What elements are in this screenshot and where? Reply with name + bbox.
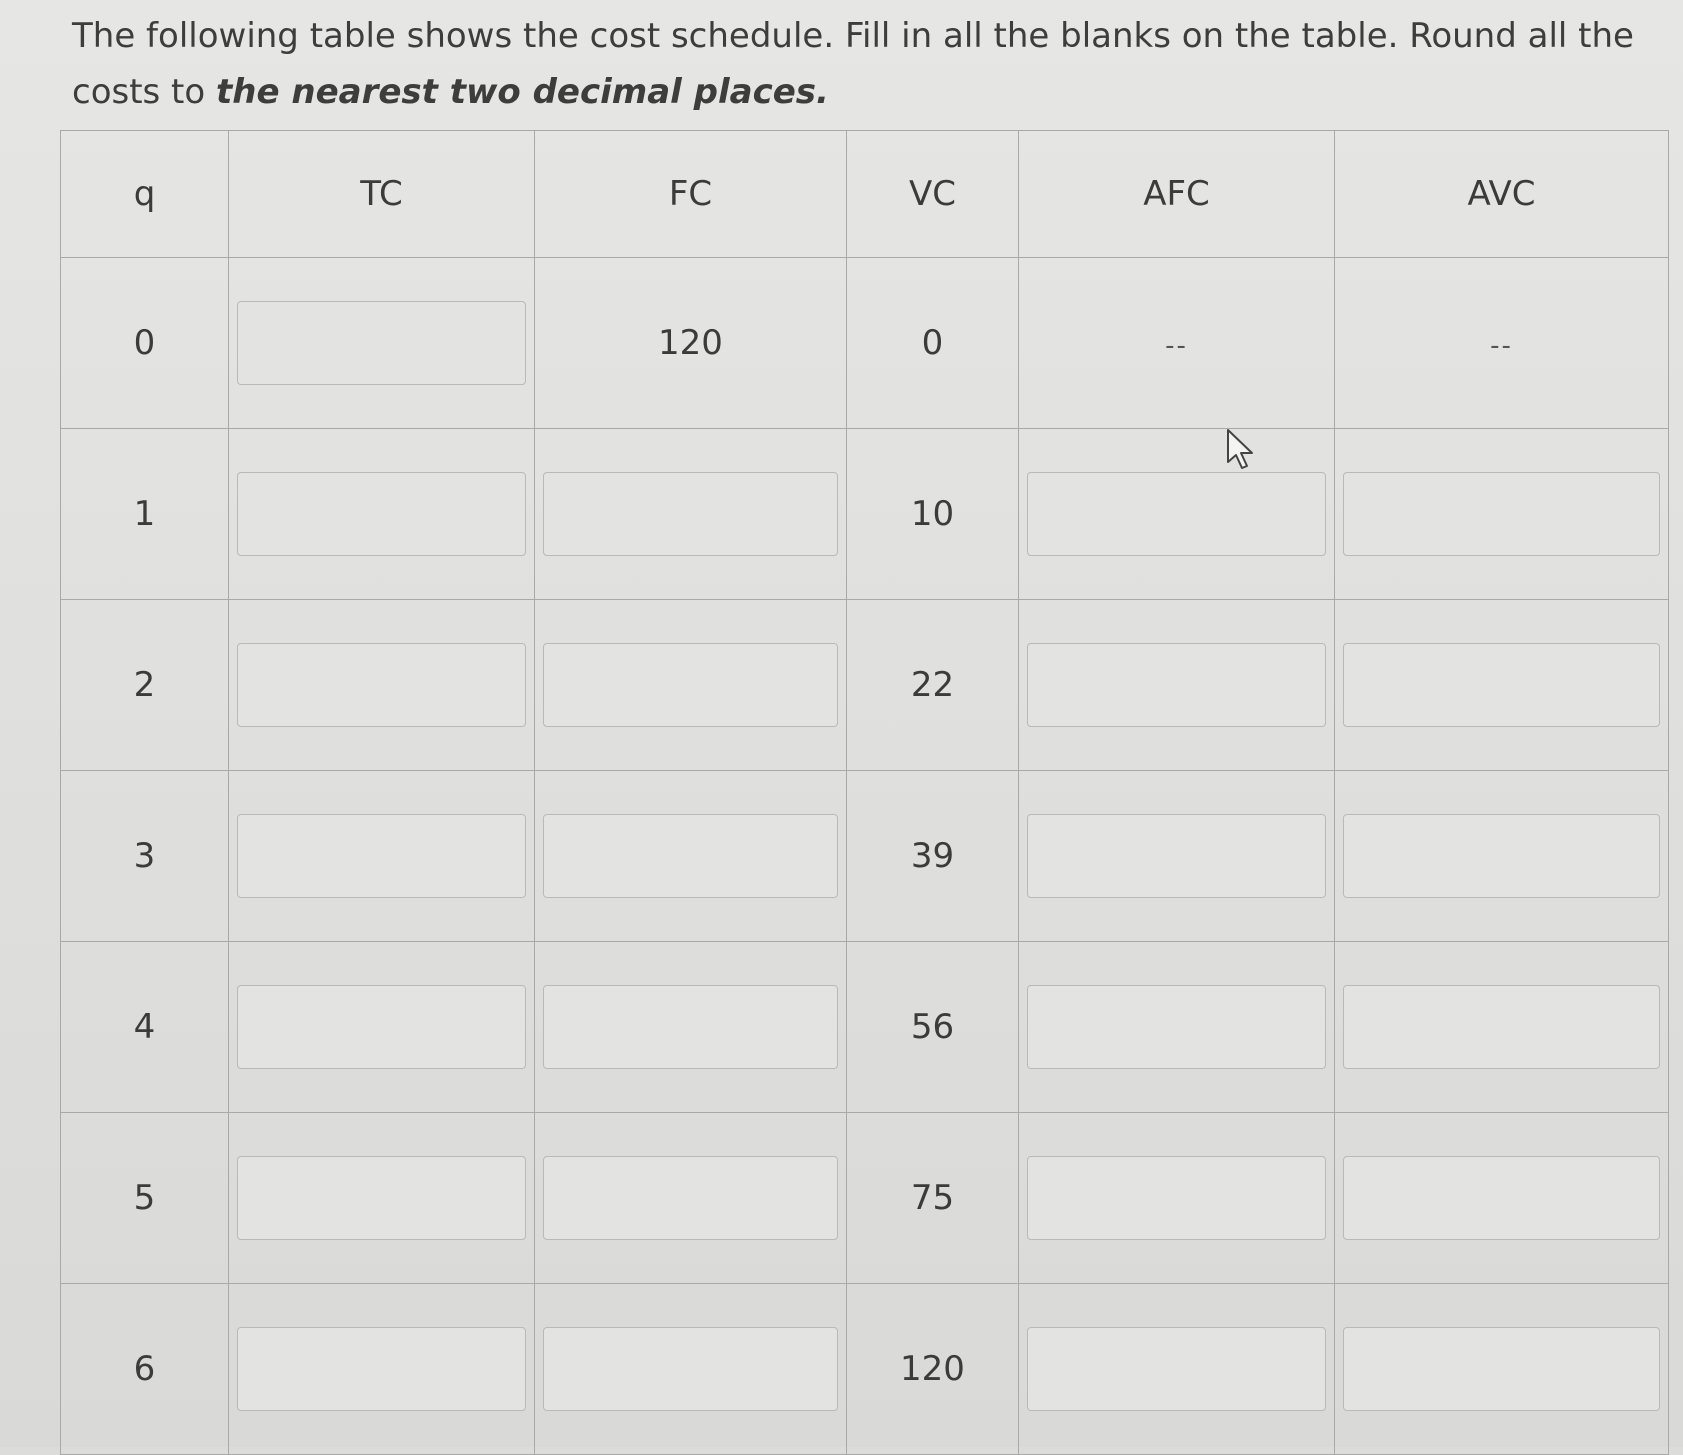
avc-input[interactable]: [1343, 1156, 1660, 1240]
tc-input[interactable]: [237, 301, 526, 385]
vc-cell: 120: [847, 1284, 1019, 1455]
tc-input[interactable]: [237, 472, 526, 556]
fc-cell: [535, 942, 847, 1113]
header-row: [61, 131, 1669, 258]
instructions-normal: The following table shows the cost schedule. Fill in all the blanks on the table. Round all the costs to: [72, 16, 1634, 112]
q-cell: 5: [61, 1113, 229, 1284]
fc-cell: 120: [535, 258, 847, 429]
table-row: [61, 600, 1669, 771]
avc-input[interactable]: [1343, 472, 1660, 556]
tc-cell: [229, 942, 535, 1113]
table-row: [61, 1113, 1669, 1284]
afc-cell: [1019, 771, 1335, 942]
instructions-text: [72, 8, 1672, 120]
header-fc: FC: [535, 131, 847, 258]
tc-input[interactable]: [237, 1156, 526, 1240]
q-cell: 0: [61, 258, 229, 429]
avc-input[interactable]: [1343, 814, 1660, 898]
afc-cell: [1019, 942, 1335, 1113]
vc-cell: 10: [847, 429, 1019, 600]
fc-input[interactable]: [543, 472, 838, 556]
avc-cell: [1335, 1284, 1669, 1455]
vc-cell: 75: [847, 1113, 1019, 1284]
vc-cell: 56: [847, 942, 1019, 1113]
afc-input[interactable]: [1027, 1156, 1326, 1240]
header-tc: TC: [229, 131, 535, 258]
tc-cell: [229, 1113, 535, 1284]
avc-input[interactable]: [1343, 985, 1660, 1069]
vc-cell: 22: [847, 600, 1019, 771]
table-row: [61, 771, 1669, 942]
fc-cell: [535, 600, 847, 771]
avc-input[interactable]: [1343, 1327, 1660, 1411]
fc-cell: [535, 1113, 847, 1284]
afc-cell: [1019, 1113, 1335, 1284]
fc-cell: [535, 1284, 847, 1455]
header-q: q: [61, 131, 229, 258]
tc-cell: [229, 258, 535, 429]
fc-input[interactable]: [543, 1327, 838, 1411]
tc-input[interactable]: [237, 1327, 526, 1411]
q-cell: 4: [61, 942, 229, 1113]
q-cell: 2: [61, 600, 229, 771]
tc-cell: [229, 771, 535, 942]
table-row: [61, 429, 1669, 600]
afc-dash: --: [1165, 331, 1188, 361]
avc-cell: [1335, 258, 1669, 429]
q-cell: 6: [61, 1284, 229, 1455]
header-avc: AVC: [1335, 131, 1669, 258]
avc-cell: [1335, 942, 1669, 1113]
fc-input[interactable]: [543, 814, 838, 898]
tc-cell: [229, 429, 535, 600]
table-row: [61, 1284, 1669, 1455]
tc-cell: [229, 600, 535, 771]
instructions-emphasis: the nearest two decimal places.: [216, 72, 829, 112]
afc-cell: [1019, 258, 1335, 429]
fc-cell: [535, 771, 847, 942]
avc-cell: [1335, 600, 1669, 771]
afc-input[interactable]: [1027, 643, 1326, 727]
avc-cell: [1335, 429, 1669, 600]
afc-cell: [1019, 429, 1335, 600]
avc-input[interactable]: [1343, 643, 1660, 727]
fc-cell: [535, 429, 847, 600]
cost-schedule-table: [60, 130, 1669, 1455]
table-row: [61, 258, 1669, 429]
afc-input[interactable]: [1027, 472, 1326, 556]
afc-cell: [1019, 600, 1335, 771]
vc-cell: 0: [847, 258, 1019, 429]
avc-cell: [1335, 771, 1669, 942]
header-vc: VC: [847, 131, 1019, 258]
fc-input[interactable]: [543, 985, 838, 1069]
tc-input[interactable]: [237, 985, 526, 1069]
afc-input[interactable]: [1027, 985, 1326, 1069]
tc-input[interactable]: [237, 643, 526, 727]
afc-input[interactable]: [1027, 814, 1326, 898]
vc-cell: 39: [847, 771, 1019, 942]
tc-cell: [229, 1284, 535, 1455]
tc-input[interactable]: [237, 814, 526, 898]
afc-cell: [1019, 1284, 1335, 1455]
afc-input[interactable]: [1027, 1327, 1326, 1411]
q-cell: 3: [61, 771, 229, 942]
q-cell: 1: [61, 429, 229, 600]
header-afc: AFC: [1019, 131, 1335, 258]
fc-input[interactable]: [543, 643, 838, 727]
fc-input[interactable]: [543, 1156, 838, 1240]
table-row: [61, 942, 1669, 1113]
avc-dash: --: [1490, 331, 1513, 361]
mouse-pointer-icon: [1226, 428, 1256, 472]
avc-cell: [1335, 1113, 1669, 1284]
